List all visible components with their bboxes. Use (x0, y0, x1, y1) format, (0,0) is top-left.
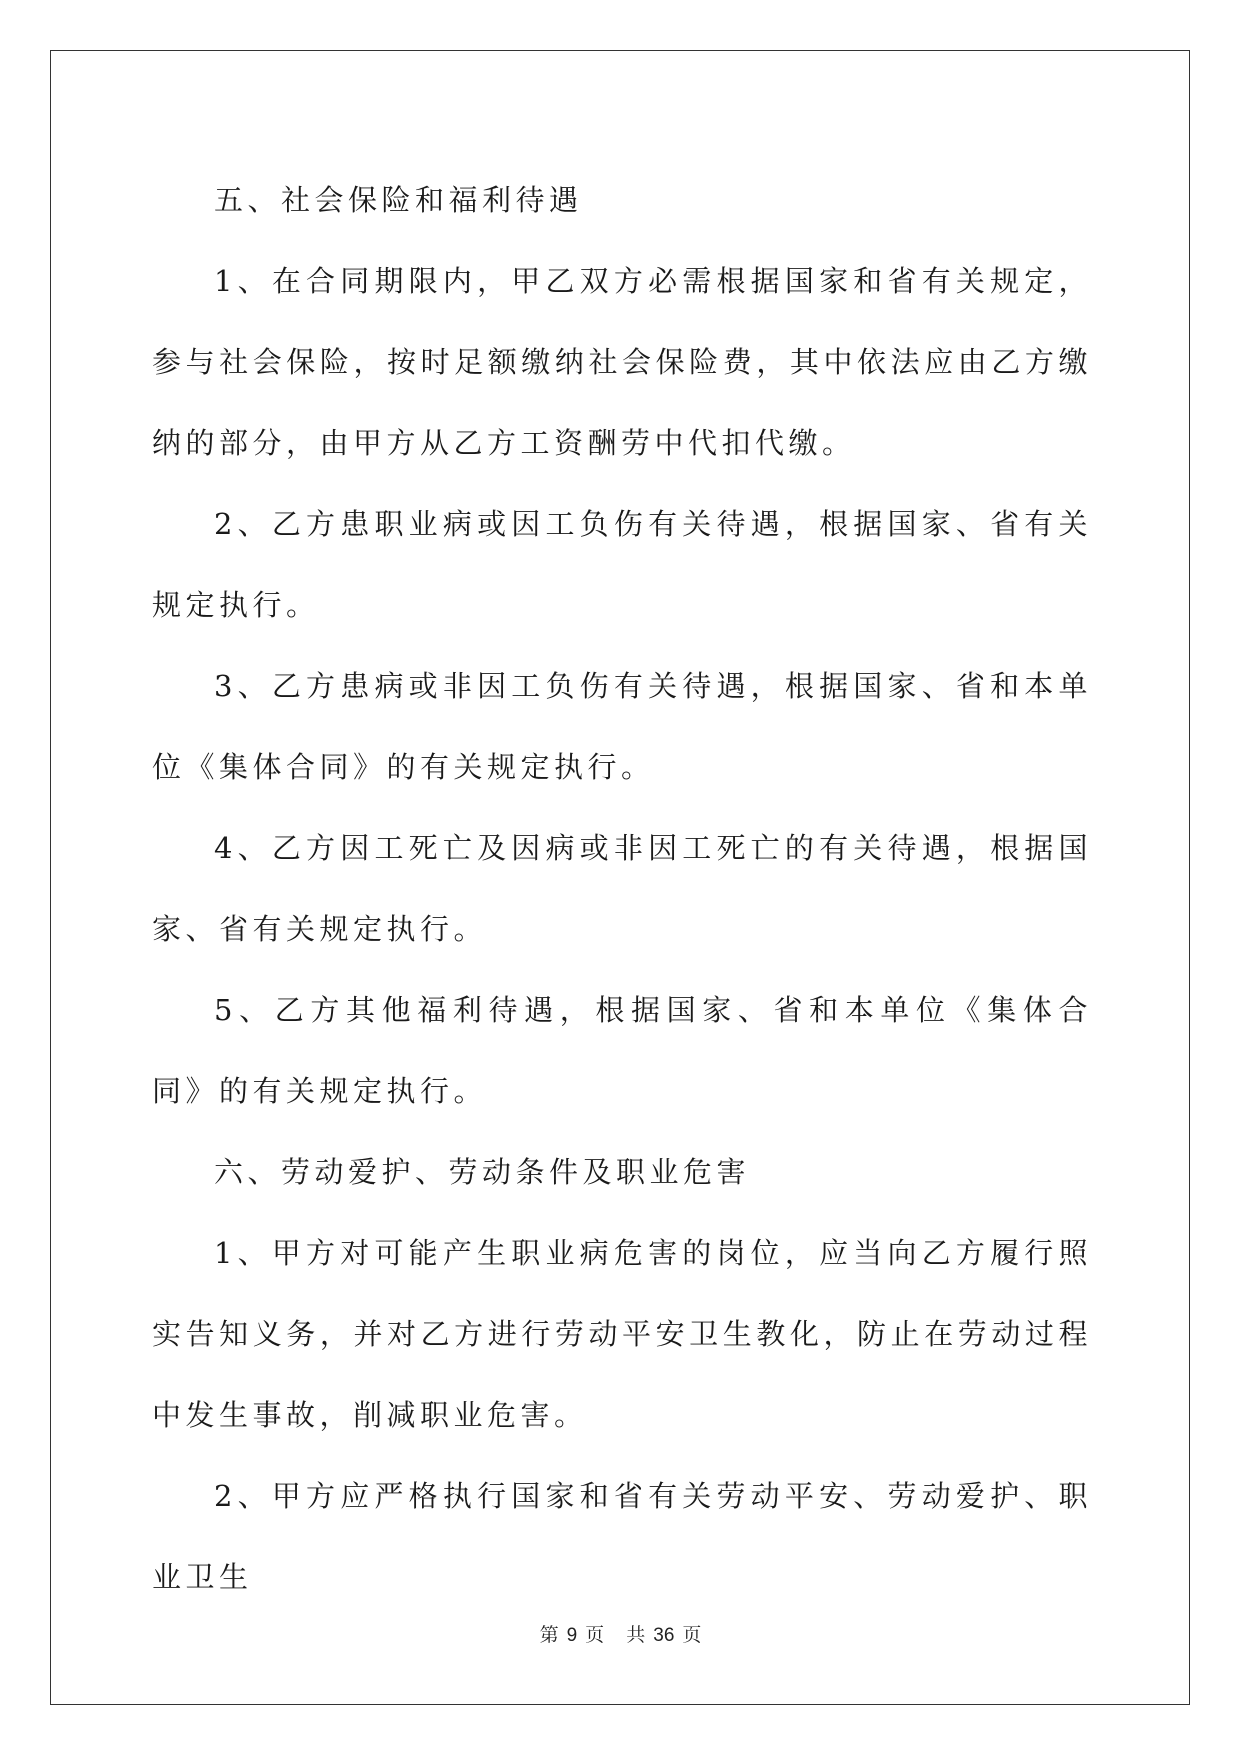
total-count: 36 (653, 1625, 675, 1646)
page-suffix: 页 (585, 1624, 605, 1646)
paragraph: 2、乙方患职业病或因工负伤有关待遇，根据国家、省有关规定执行。 (152, 507, 1092, 622)
paragraph: 1、在合同期限内，甲乙双方必需根据国家和省有关规定，参与社会保险，按时足额缴纳社会保险费，其中依法应由乙方缴纳的部分，由甲方从乙方工资酬劳中代扣代缴。 (152, 264, 1092, 460)
page-number (536, 1624, 609, 1646)
section-heading-6: 六、劳动爱护、劳动条件及职业危害 (214, 1155, 751, 1189)
total-prefix: 共 (626, 1624, 646, 1646)
document-body (152, 160, 1092, 1618)
paragraph: 1、甲方对可能产生职业病危害的岗位，应当向乙方履行照实告知义务，并对乙方进行劳动平安卫生教化，防止在劳动过程中发生事故，削减职业危害。 (152, 1236, 1092, 1432)
paragraph: 3、乙方患病或非因工负伤有关待遇，根据国家、省和本单位《集体合同》的有关规定执行。 (152, 669, 1092, 784)
paragraph: 4、乙方因工死亡及因病或非因工死亡的有关待遇，根据国家、省有关规定执行。 (152, 831, 1092, 946)
page-footer (0, 1620, 1241, 1647)
section-heading-5: 五、社会保险和福利待遇 (214, 183, 583, 217)
paragraph: 2、甲方应严格执行国家和省有关劳动平安、劳动爱护、职业卫生 (152, 1479, 1092, 1594)
total-suffix: 页 (682, 1624, 702, 1646)
page-current: 9 (566, 1625, 578, 1646)
page-total (622, 1624, 705, 1646)
paragraph: 5、乙方其他福利待遇，根据国家、省和本单位《集体合同》的有关规定执行。 (152, 993, 1092, 1108)
page-prefix: 第 (539, 1624, 559, 1646)
